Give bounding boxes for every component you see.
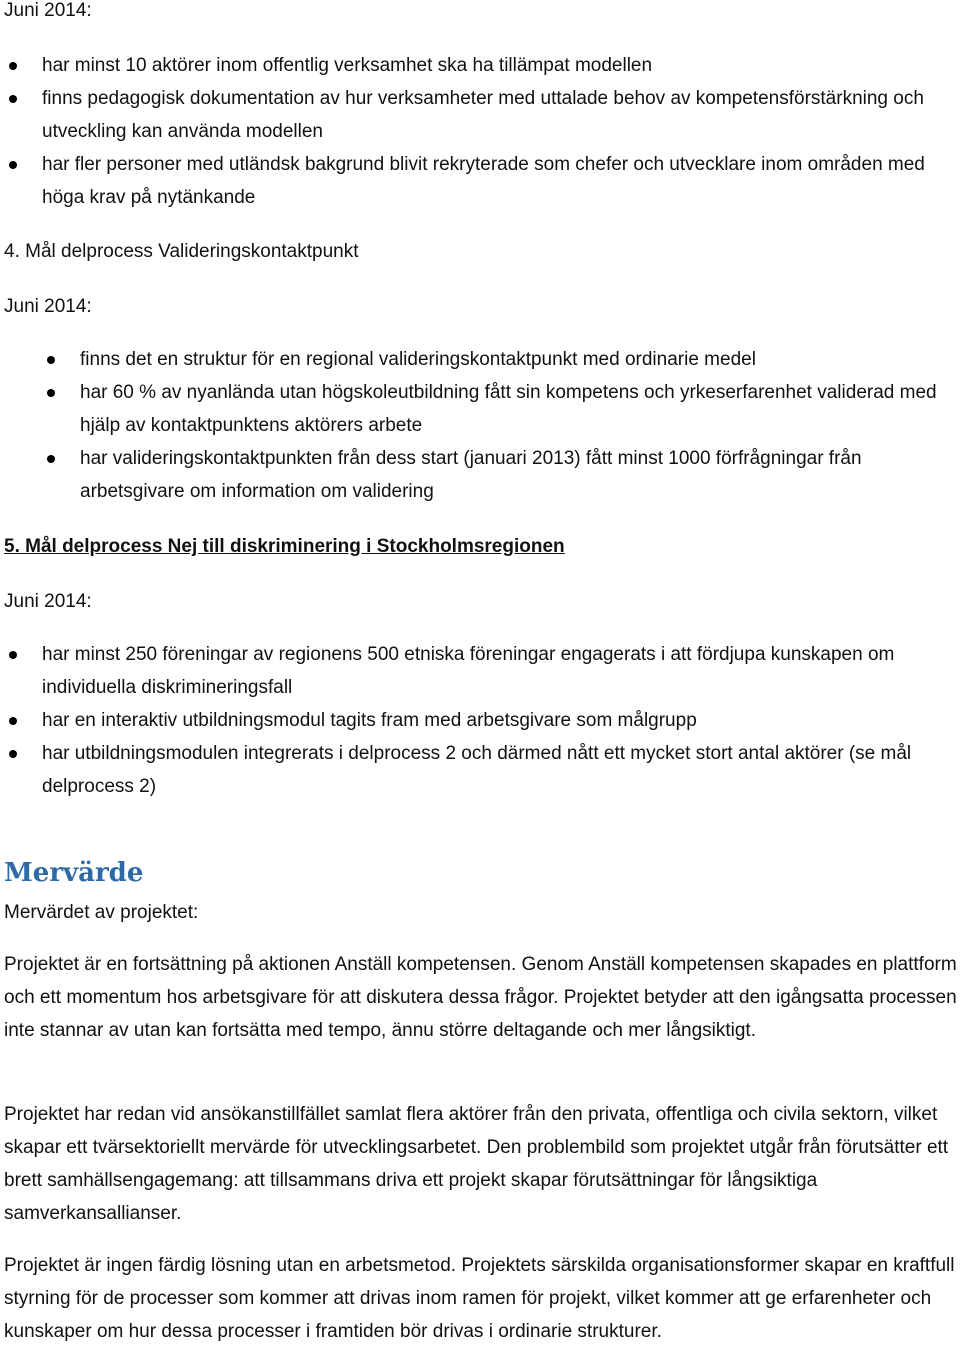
- bullet-icon: [9, 717, 17, 725]
- bullet-icon: [9, 62, 17, 70]
- mervarde-paragraph: Projektet är ingen färdig lösning utan en arbetsmetod. Projektets särskilda organisationsformer skapar en kraftfull styrning för de processer som kommer att drivas inom ramen för projekt, vilket kommer att ge erfarenheter och kunskaper om hur dessa processer i framtiden bör drivas i ordinarie strukturer.: [4, 1255, 955, 1342]
- list-item: har utbildningsmodulen integrerats i delprocess 2 och därmed nått ett mycket stort antal aktörer (se mål delprocess 2): [4, 737, 960, 803]
- section3-bullet-list: [4, 49, 960, 214]
- bullet-icon: [9, 750, 17, 758]
- bullet-icon: [9, 651, 17, 659]
- mervarde-paragraph: Projektet har redan vid ansökanstillfället samlat flera aktörer från den privata, offentliga och civila sektorn, vilket skapar ett tvärsektoriellt mervärde för utvecklingsarbetet. Den problembild som projektet utgår från förutsätter ett brett samhällsengagemang: att tillsammans driva ett projekt skapar förutsättningar för långsiktiga samverkansallianser.: [4, 1104, 949, 1224]
- section5-list-wrap: [4, 638, 960, 803]
- mervarde-paragraph: Projektet är en fortsättning på aktionen Anställ kompetensen. Genom Anställ kompetensen skapades en plattform och ett momentum hos arbetsgivare för att diskutera dessa frågor. Projektet betyder att den igångsatta processen inte stannar av utan kan fortsätta med tempo, ännu större deltagande och mer långsiktigt.: [4, 954, 957, 1041]
- bullet-icon: [47, 356, 55, 364]
- section4-date-label: Juni 2014:: [4, 296, 92, 317]
- section5: [4, 530, 960, 563]
- list-item: har fler personer med utländsk bakgrund blivit rekryterade som chefer och utvecklare inom områden med höga krav på nytänkande: [4, 148, 960, 214]
- mervarde-para-2-wrap: [4, 1098, 960, 1230]
- section5-heading: 5. Mål delprocess Nej till diskriminering i Stockholmsregionen: [4, 536, 565, 557]
- list-item: har valideringskontaktpunkten från dess start (januari 2013) fått minst 1000 förfrågningar från arbetsgivare om information om validering: [4, 442, 960, 508]
- mervarde-para-3-wrap: [4, 1249, 960, 1348]
- mervarde-subheading: Mervärdet av projektet:: [4, 902, 199, 923]
- section4-bullet-list: [4, 343, 960, 508]
- section4-list-wrap: [4, 343, 960, 508]
- section5-bullet-list: [4, 638, 960, 803]
- mervarde-sub-wrap: [4, 896, 960, 929]
- list-item: finns det en struktur för en regional valideringskontaktpunkt med ordinarie medel: [4, 343, 960, 376]
- list-item: har minst 250 föreningar av regionens 500 etniska föreningar engagerats i att fördjupa kunskapen om individuella diskrimineringsfall: [4, 638, 960, 704]
- bullet-icon: [9, 95, 17, 103]
- list-item: har 60 % av nyanlända utan högskoleutbildning fått sin kompetens och yrkeserfarenhet validerad med hjälp av kontaktpunktens aktörers arbete: [4, 376, 960, 442]
- bullet-icon: [9, 161, 17, 169]
- mervarde-section: [4, 856, 960, 890]
- bullet-icon: [47, 455, 55, 463]
- section4: [4, 235, 960, 268]
- list-item: har en interaktiv utbildningsmodul tagits fram med arbetsgivare som målgrupp: [4, 704, 960, 737]
- mervarde-para-1-wrap: [4, 948, 960, 1047]
- section4-date-wrap: [4, 290, 960, 323]
- section3-list-wrap: [4, 49, 960, 214]
- section4-heading: 4. Mål delprocess Valideringskontaktpunkt: [4, 241, 359, 262]
- section5-date-label: Juni 2014:: [4, 591, 92, 612]
- bullet-icon: [47, 389, 55, 397]
- mervarde-heading: Mervärde: [4, 858, 144, 888]
- list-item: har minst 10 aktörer inom offentlig verksamhet ska ha tillämpat modellen: [4, 49, 960, 82]
- section3-date-label: Juni 2014:: [4, 0, 92, 21]
- list-item: finns pedagogisk dokumentation av hur verksamheter med uttalade behov av kompetensförstärkning och utveckling kan använda modellen: [4, 82, 960, 148]
- section5-date-wrap: [4, 585, 960, 618]
- section3: [4, 0, 960, 27]
